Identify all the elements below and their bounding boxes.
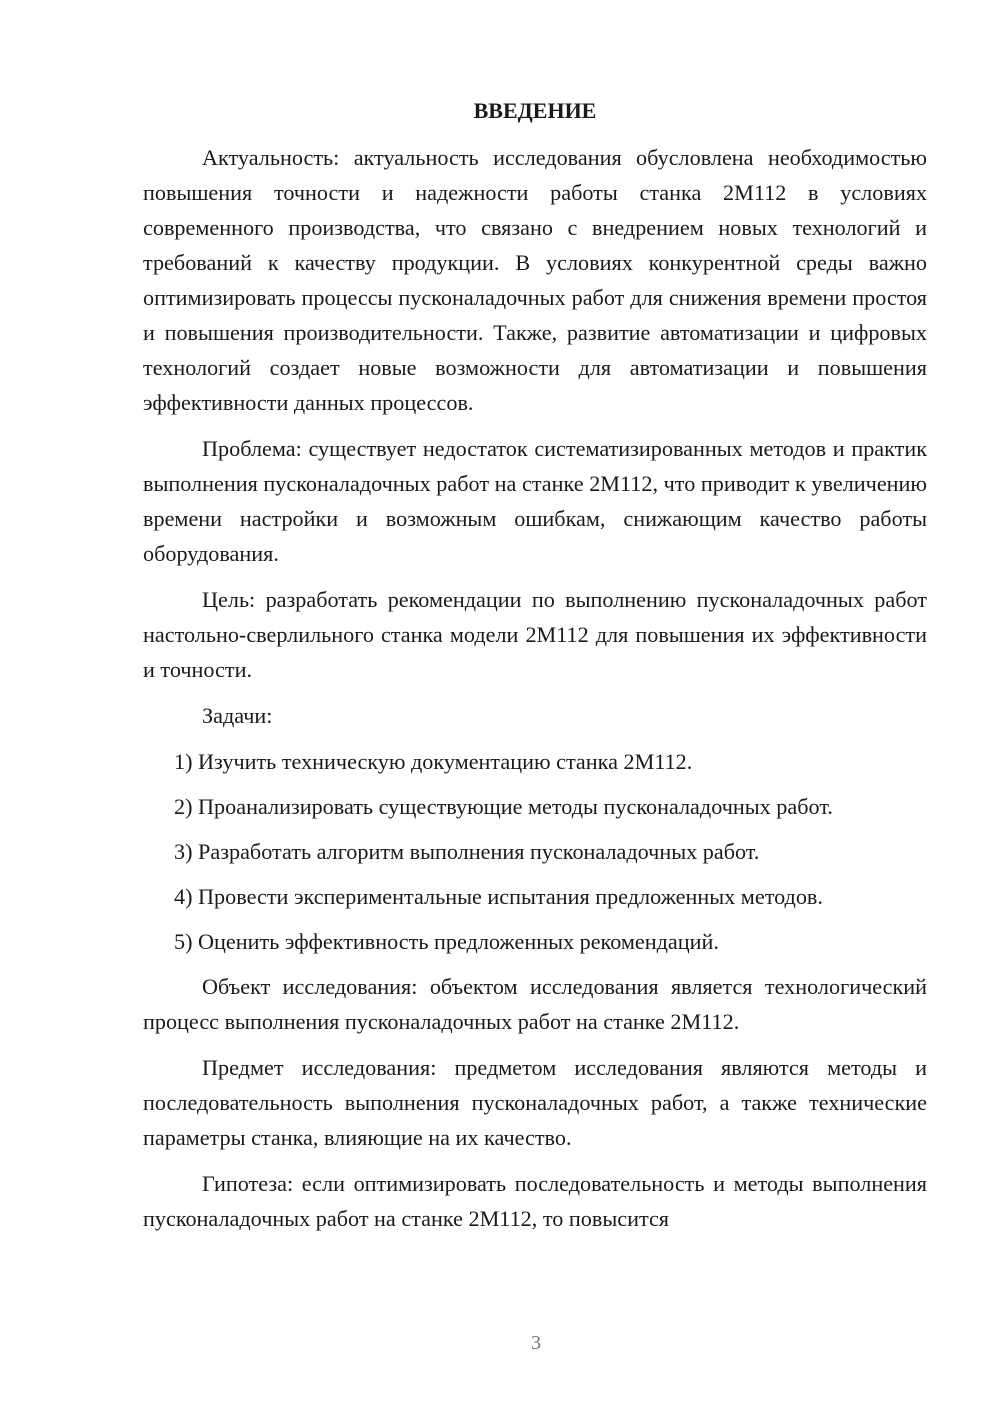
paragraph-problem: Проблема: существует недостаток систематизированных методов и практик выполнения пусконаладочных работ на станке 2М112, что приводит к увеличению времени настройки и возможным ошибкам, снижающим качество работы оборудования. — [143, 436, 927, 566]
paragraph-relevance: Актуальность: актуальность исследования обусловлена необходимостью повышения точности и надежности работы станка 2М112 в условиях современного производства, что связано с внедрением новых технологий и требований к качеству продукции. В условиях конкурентной среды важно оптимизировать процессы пусконаладочных работ для снижения времени простоя и повышения производительности. Также, развитие автоматизации и цифровых технологий создает новые возможности для автоматизации и повышения эффективности данных процессов. — [143, 145, 927, 415]
paragraph-goal: Цель: разработать рекомендации по выполнению пусконаладочных работ настольно-сверлильного станка модели 2М112 для повышения их эффективности и точности. — [143, 587, 927, 682]
page-number: 3 — [531, 1332, 541, 1354]
page-number-footer — [0, 1331, 1000, 1355]
list-item: 5) Оценить эффективность предложенных рекомендаций. — [174, 929, 719, 954]
page-title: ВВЕДЕНИЕ — [473, 98, 597, 123]
list-item: 2) Проанализировать существующие методы пусконаладочных работ. — [174, 794, 833, 819]
paragraph-hypothesis: Гипотеза: если оптимизировать последовательность и методы выполнения пусконаладочных работ на станке 2М112, то повысится — [143, 1171, 927, 1231]
tasks-label: Задачи: — [202, 703, 273, 728]
list-item: 4) Провести экспериментальные испытания предложенных методов. — [174, 884, 823, 909]
task-list — [143, 744, 927, 959]
paragraph-object: Объект исследования: объектом исследования является технологический процесс выполнения пусконаладочных работ на станке 2М112. — [143, 974, 927, 1034]
page-content — [143, 96, 927, 1247]
paragraph-subject: Предмет исследования: предметом исследования являются методы и последовательность выполнения пусконаладочных работ, а также технические параметры станка, влияющие на их качество. — [143, 1055, 927, 1150]
list-item: 1) Изучить техническую документацию станка 2М112. — [174, 749, 693, 774]
list-item: 3) Разработать алгоритм выполнения пусконаладочных работ. — [174, 839, 760, 864]
